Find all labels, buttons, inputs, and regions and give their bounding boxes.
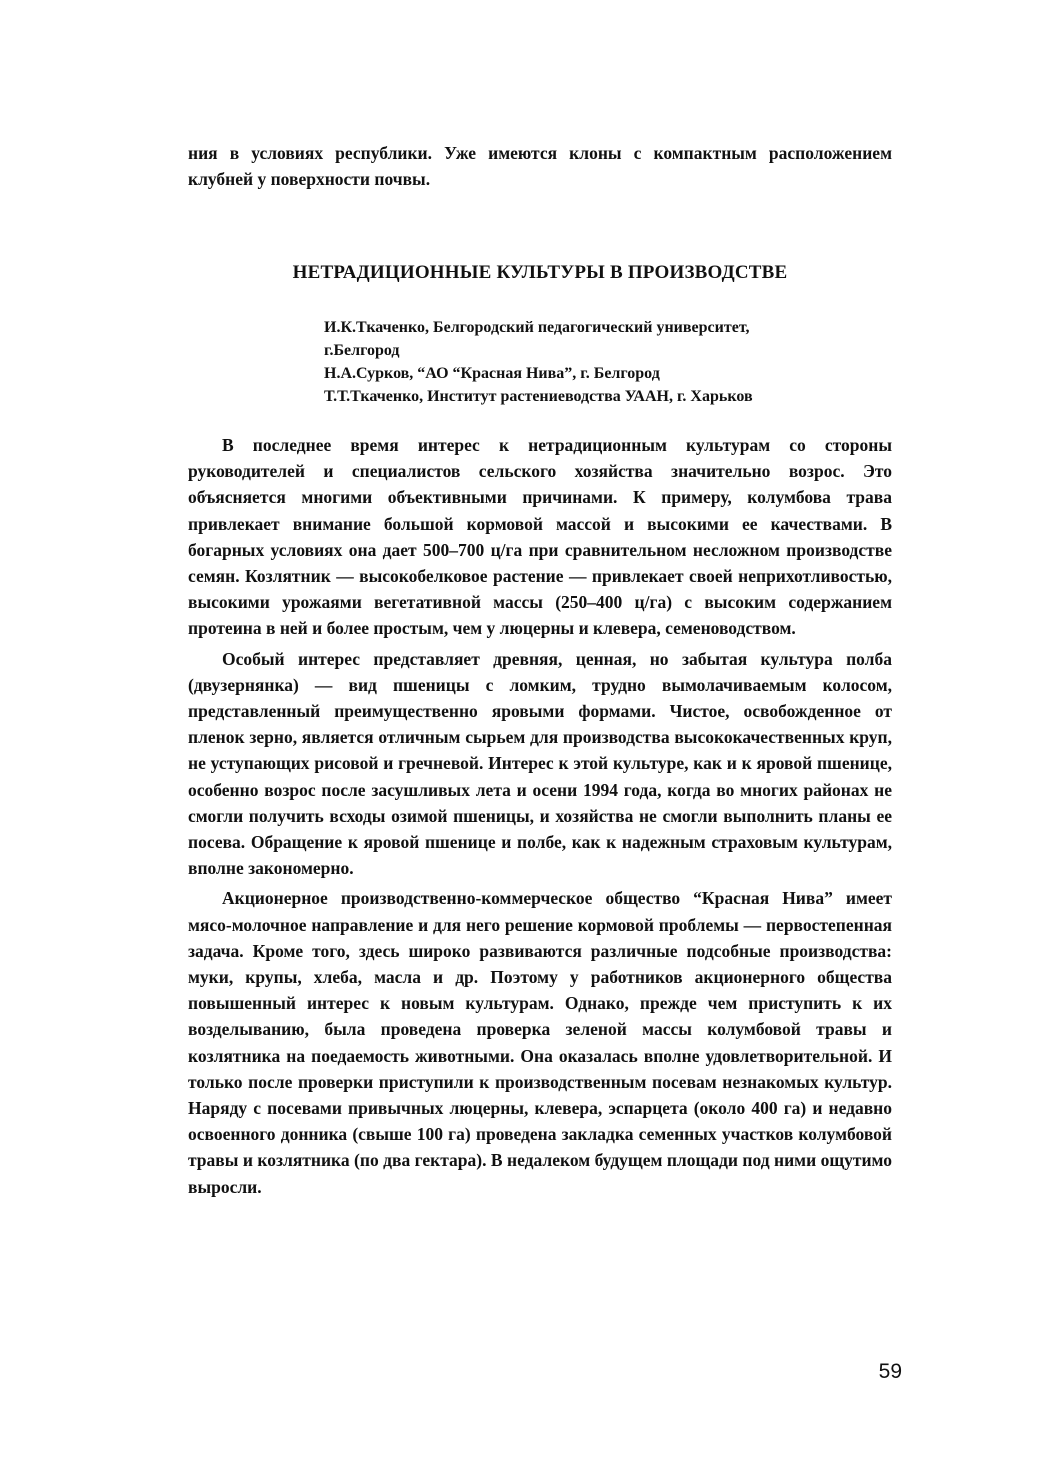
article-body [188, 432, 892, 1204]
paragraph: Особый интерес представляет древняя, ценная, но забытая культура полба (двузернянка) — вид пшеницы с ломким, трудно вымолачиваемым колосом, представленный преимущественно яровыми формами. Чистое, освобожденное от пленок зерно, является отличным сырьем для производства высококачественных круп, не уступающих рисовой и гречневой. Интерес к этой культуре, как и к яровой пшенице, особенно возрос после засушливых лета и осени 1994 года, когда во многих районах не смогли получить всходы озимой пшеницы, и хозяйства не смогли выполнить планы ее посева. Обращение к яровой пшенице и полбе, как к надежным страховым культурам, вполне закономерно. [188, 648, 892, 879]
author-list [324, 316, 896, 408]
page-number: 59 [878, 1360, 902, 1383]
author-line: И.К.Ткаченко, Белгородский педагогический университет, [324, 319, 750, 336]
author-line: Т.Т.Ткаченко, Институт растениеводства УААН, г. Харьков [324, 388, 753, 405]
author-line: г.Белгород [324, 342, 400, 359]
paragraph: В последнее время интерес к нетрадиционным культурам со стороны руководителей и специалистов сельского хозяйства значительно возрос. Это объясняется многими объективными причинами. К примеру, колумбова трава привлекает внимание большой кормовой массой и высокими ее качествами. В богарных условиях она дает 500–700 ц/га при сравнительном несложном производстве семян. Козлятник — высокобелковое растение — привлекает своей неприхотливостью, высокими урожаями вегетативной массы (250–400 ц/га) с высоким содержанием протеина в ней и более простым, чем у люцерны и клевера, семеноводством. [188, 435, 892, 639]
paragraph: Акционерное производственно-коммерческое общество “Красная Нива” имеет мясо-молочное направление и для него решение кормовой проблемы — первостепенная задача. Кроме того, здесь широко развиваются различные подсобные производства: муки, крупы, хлеба, масла и др. Поэтому у работников акционерного общества повышенный интерес к новым культурам. Однако, прежде чем приступить к их возделыванию, была проведена проверка зеленой массы колумбовой травы и козлятника на поедаемость животными. Она оказалась вполне удовлетворительной. И только после проверки приступили к производственным посевам незнакомых культур. Наряду с посевами привычных люцерны, клевера, эспарцета (около 400 га) и недавно освоенного донника (свыше 100 га) проведена закладка семенных участков колумбовой травы и козлятника (по два гектара). В недалеком будущем площади под ними ощутимо выросли. [188, 888, 892, 1197]
article-title: НЕТРАДИЦИОННЫЕ КУЛЬТУРЫ В ПРОИЗВОДСТВЕ [292, 262, 788, 283]
author-line: Н.А.Сурков, “АО “Красная Нива”, г. Белгород [324, 365, 660, 382]
previous-article-ending [188, 140, 892, 192]
paragraph: ния в условиях республики. Уже имеются клоны с компактным расположением клубней у поверхности почвы. [188, 143, 892, 190]
